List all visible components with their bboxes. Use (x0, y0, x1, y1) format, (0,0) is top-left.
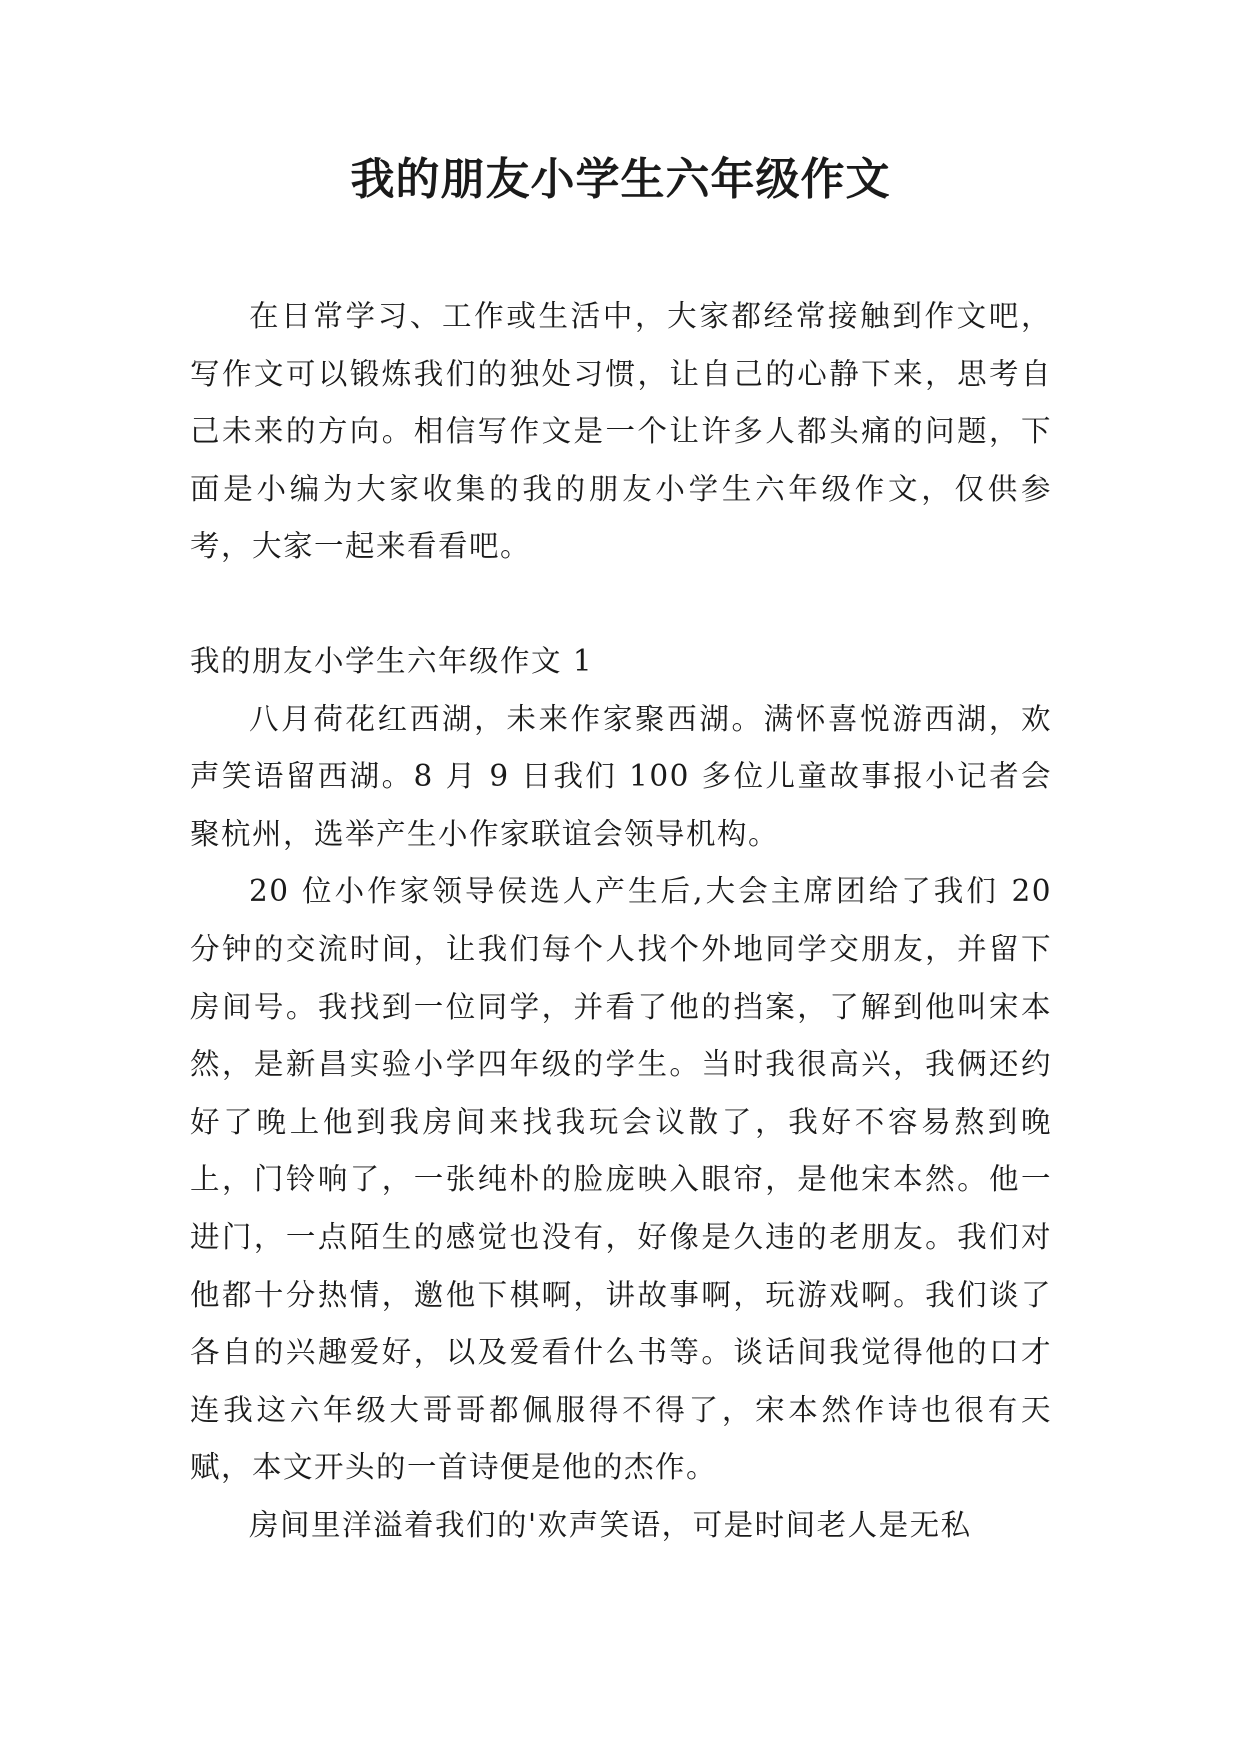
document-title: 我的朋友小学生六年级作文 (350, 154, 891, 205)
intro-paragraph: 在日常学习、工作或生活中，大家都经常接触到作文吧，写作文可以锻炼我们的独处习惯，让自己的心静下来，思考自己未来的方向。相信写作文是一个让许多人都头痛的问题，下面是小编为大家收集的我的朋友小学生六年级作文，仅供参考，大家一起来看看吧。 (190, 299, 1052, 564)
section-heading: 我的朋友小学生六年级作文 1 (190, 643, 594, 678)
document-body (190, 288, 1052, 1554)
body-paragraph-1: 八月荷花红西湖，未来作家聚西湖。满怀喜悦游西湖，欢声笑语留西湖。8 月 9 日我们 100 多位儿童故事报小记者会聚杭州，选举产生小作家联谊会领导机构。 (190, 701, 1052, 851)
body-paragraph-3: 房间里洋溢着我们的'欢声笑语，可是时间老人是无私 (249, 1507, 972, 1542)
body-paragraph-2: 20 位小作家领导侯选人产生后,大会主席团给了我们 20 分钟的交流时间，让我们每个人找个外地同学交朋友，并留下房间号。我找到一位同学，并看了他的挡案，了解到他叫宋本然，是新昌实验小学四年级的学生。当时我很高兴，我俩还约好了晚上他到我房间来找我玩会议散了，我好不容易熬到晚上，门铃响了，一张纯朴的脸庞映入眼帘，是他宋本然。他一进门，一点陌生的感觉也没有，好像是久违的老朋友。我们对他都十分热情，邀他下棋啊，讲故事啊，玩游戏啊。我们谈了各自的兴趣爱好，以及爱看什么书等。谈话间我觉得他的口才连我这六年级大哥哥都佩服得不得了，宋本然作诗也很有天赋，本文开头的一首诗便是他的杰作。 (190, 874, 1052, 1485)
